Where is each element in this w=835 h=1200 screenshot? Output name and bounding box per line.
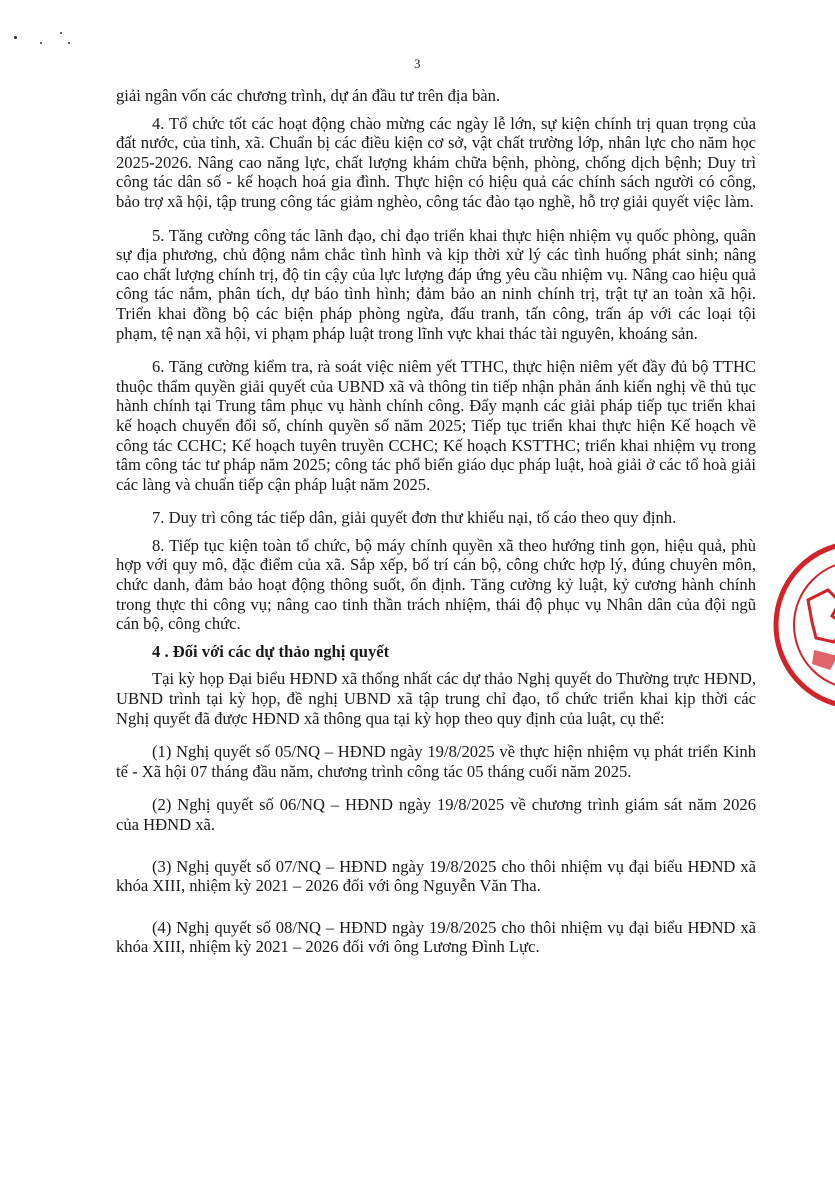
document-body — [116, 86, 756, 957]
red-seal-stamp — [768, 530, 835, 720]
paragraph-item-7: 7. Duy trì công tác tiếp dân, giải quyết đơn thư khiếu nại, tố cáo theo quy định. — [152, 508, 677, 528]
scan-speck — [40, 42, 42, 44]
resolution-item-4: (4) Nghị quyết số 08/NQ – HĐND ngày 19/8/2025 cho thôi nhiệm vụ đại biểu HĐND xã khóa XIII, nhiệm kỳ 2021 – 2026 đối với ông Lương Đình Lực. — [116, 917, 756, 957]
paragraph-item-4: 4. Tổ chức tốt các hoạt động chào mừng các ngày lễ lớn, sự kiện chính trị quan trọng của đất nước, của tỉnh, xã. Chuẩn bị các điều kiện cơ sở, vật chất trường lớp, nhân lực cho năm học 2025-2026. Nâng cao năng lực, chất lượng khám chữa bệnh, phòng, chống dịch bệnh; Duy trì công tác dân số - kế hoạch hoá gia đình. Thực hiện có hiệu quả các chính sách người có công, bảo trợ xã hội, tập trung công tác giảm nghèo, công tác đào tạo nghề, hỗ trợ giải quyết việc làm. — [116, 113, 756, 211]
scan-specks — [14, 30, 74, 50]
paragraph-resolutions-intro: Tại kỳ họp Đại biểu HĐND xã thống nhất các dự thảo Nghị quyết do Thường trực HĐND, UBND trình tại kỳ họp, đề nghị UBND xã tập trung chỉ đạo, tổ chức triển khai kịp thời các Nghị quyết đã được HĐND xã thông qua tại kỳ họp theo quy định của luật, cụ thể: — [116, 669, 756, 728]
section-heading: 4 . Đối với các dự thảo nghị quyết — [152, 641, 390, 661]
scan-speck — [60, 32, 62, 34]
paragraph-item-6: 6. Tăng cường kiểm tra, rà soát việc niêm yết TTHC, thực hiện niêm yết đầy đủ bộ TTHC thuộc thẩm quyền giải quyết của UBND xã và thông tin tiếp nhận phản ánh kiến nghị về thủ tục hành chính tại Trung tâm phục vụ hành chính công. Đẩy mạnh các giải pháp tiếp tục triển khai kế hoạch chuyển đổi số, chính quyền số năm 2025; Tiếp tục triển khai thực hiện Kế hoạch về công tác CCHC; Kế hoạch tuyên truyền CCHC; Kế hoạch KSTTHC; triển khai nhiệm vụ trong tâm công tác tư pháp năm 2025; công tác phổ biến giáo dục pháp luật, hoà giải ở các tổ hoà giải các làng và chuẩn tiếp cận pháp luật năm 2025. — [116, 357, 756, 494]
seal-emblem-base — [812, 650, 835, 670]
scan-speck — [68, 42, 70, 44]
resolution-item-3: (3) Nghị quyết số 07/NQ – HĐND ngày 19/8/2025 cho thôi nhiệm vụ đại biểu HĐND xã khóa XIII, nhiệm kỳ 2021 – 2026 đối với ông Nguyễn Văn Tha. — [116, 856, 756, 896]
seal-outer-ring — [776, 543, 835, 707]
resolution-item-2: (2) Nghị quyết số 06/NQ – HĐND ngày 19/8/2025 về chương trình giám sát năm 2026 của HĐND xã. — [116, 795, 756, 834]
seal-emblem — [808, 590, 835, 642]
paragraph-continuation: giải ngân vốn các chương trình, dự án đầu tư trên địa bàn. — [116, 86, 501, 105]
seal-inner-ring — [794, 561, 835, 689]
paragraph-item-5: 5. Tăng cường công tác lãnh đạo, chỉ đạo triển khai thực hiện nhiệm vụ quốc phòng, quân sự địa phương, chủ động nắm chắc tình hình và kịp thời xử lý các tình huống phát sinh; nâng cao chất lượng chính trị, độ tin cậy của lực lượng đáp ứng yêu cầu nhiệm vụ. Nâng cao hiệu quả công tác nắm, phân tích, dự báo tình hình; đảm bảo an ninh chính trị, trật tự an toàn xã hội. Triển khai đồng bộ các biện pháp phòng ngừa, đấu tranh, tấn công, trấn áp với các loại tội phạm, tệ nạn xã hội, vi phạm pháp luật trong lĩnh vực khai thác tài nguyên, khoáng sản. — [116, 225, 756, 343]
resolution-item-1: (1) Nghị quyết số 05/NQ – HĐND ngày 19/8/2025 về thực hiện nhiệm vụ phát triển Kinh tế - Xã hội 07 tháng đầu năm, chương trình công tác 05 tháng cuối năm 2025. — [116, 742, 756, 781]
page-number: 3 — [414, 56, 421, 71]
scan-speck — [14, 36, 17, 39]
paragraph-item-8: 8. Tiếp tục kiện toàn tổ chức, bộ máy chính quyền xã theo hướng tinh gọn, hiệu quả, phù hợp với quy mô, đặc điểm của xã. Sắp xếp, bố trí cán bộ, công chức hợp lý, đúng chuyên môn, chức danh, đảm bảo hoạt động thông suốt, ổn định. Tăng cường kỷ luật, kỷ cương hành chính trong thực thi công vụ; nâng cao tinh thần trách nhiệm, thái độ phục vụ Nhân dân của đội ngũ cán bộ, công chức. — [116, 535, 756, 634]
